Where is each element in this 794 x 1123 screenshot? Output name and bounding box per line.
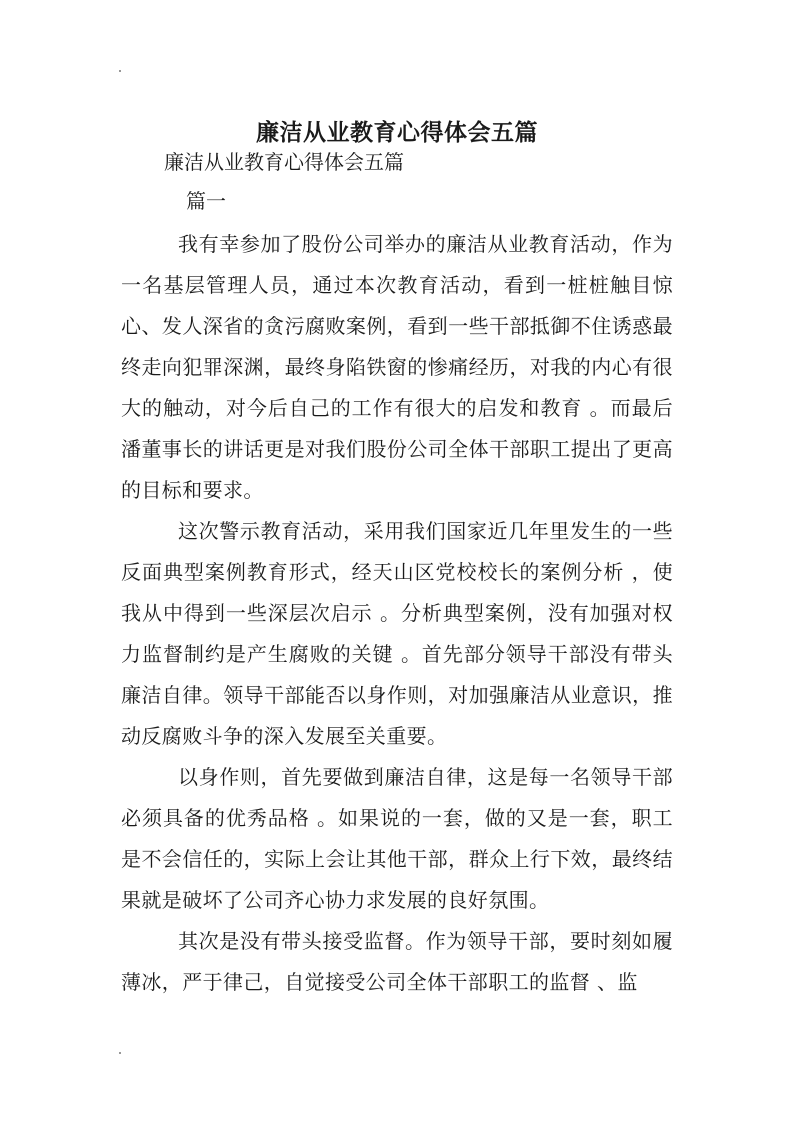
corner-mark-bottom xyxy=(119,1052,121,1054)
document-body xyxy=(121,224,673,1003)
paragraph-4: 其次是没有带头接受监督。作为领导干部，要时刻如履薄冰，严于律己，自觉接受公司全体干部职工的监督 、监 xyxy=(121,929,673,994)
paragraph-3: 以身作则，首先要做到廉洁自律，这是每一名领导干部必须具备的优秀品格 。如果说的一套，做的又是一套，职工是不会信任的，实际上会让其他干部，群众上行下效，最终结果就是破坏了公司齐心协力求发展的良好氛围。 xyxy=(121,765,673,912)
section-heading: 篇一 xyxy=(186,189,226,213)
paragraph-1: 我有幸参加了股份公司举办的廉洁从业教育活动，作为一名基层管理人员，通过本次教育活动，看到一桩桩触目惊心、发人深省的贪污腐败案例，看到一些干部抵御不住诱惑最终走向犯罪深渊，最终身陷铁窗的惨痛经历，对我的内心有很大的触动，对今后自己的工作有很大的启发和教育 。而最后潘董事长的讲话更是对我们股份公司全体干部职工提出了更高的目标和要求。 xyxy=(121,232,673,502)
paragraph-2: 这次警示教育活动，采用我们国家近几年里发生的一些反面典型案例教育形式，经天山区党校校长的案例分析 ，使我从中得到一些深层次启示 。分析典型案例，没有加强对权力监督制约是产生腐败的关键 。首先部分领导干部没有带头廉洁自律。领导干部能否以身作则，对加强廉洁从业意识，推动反腐败斗争的深入发展至关重要。 xyxy=(121,519,673,748)
document-title: 廉洁从业教育心得体会五篇 xyxy=(256,119,538,147)
document-subtitle: 廉洁从业教育心得体会五篇 xyxy=(164,150,404,174)
corner-mark-top xyxy=(119,70,121,72)
